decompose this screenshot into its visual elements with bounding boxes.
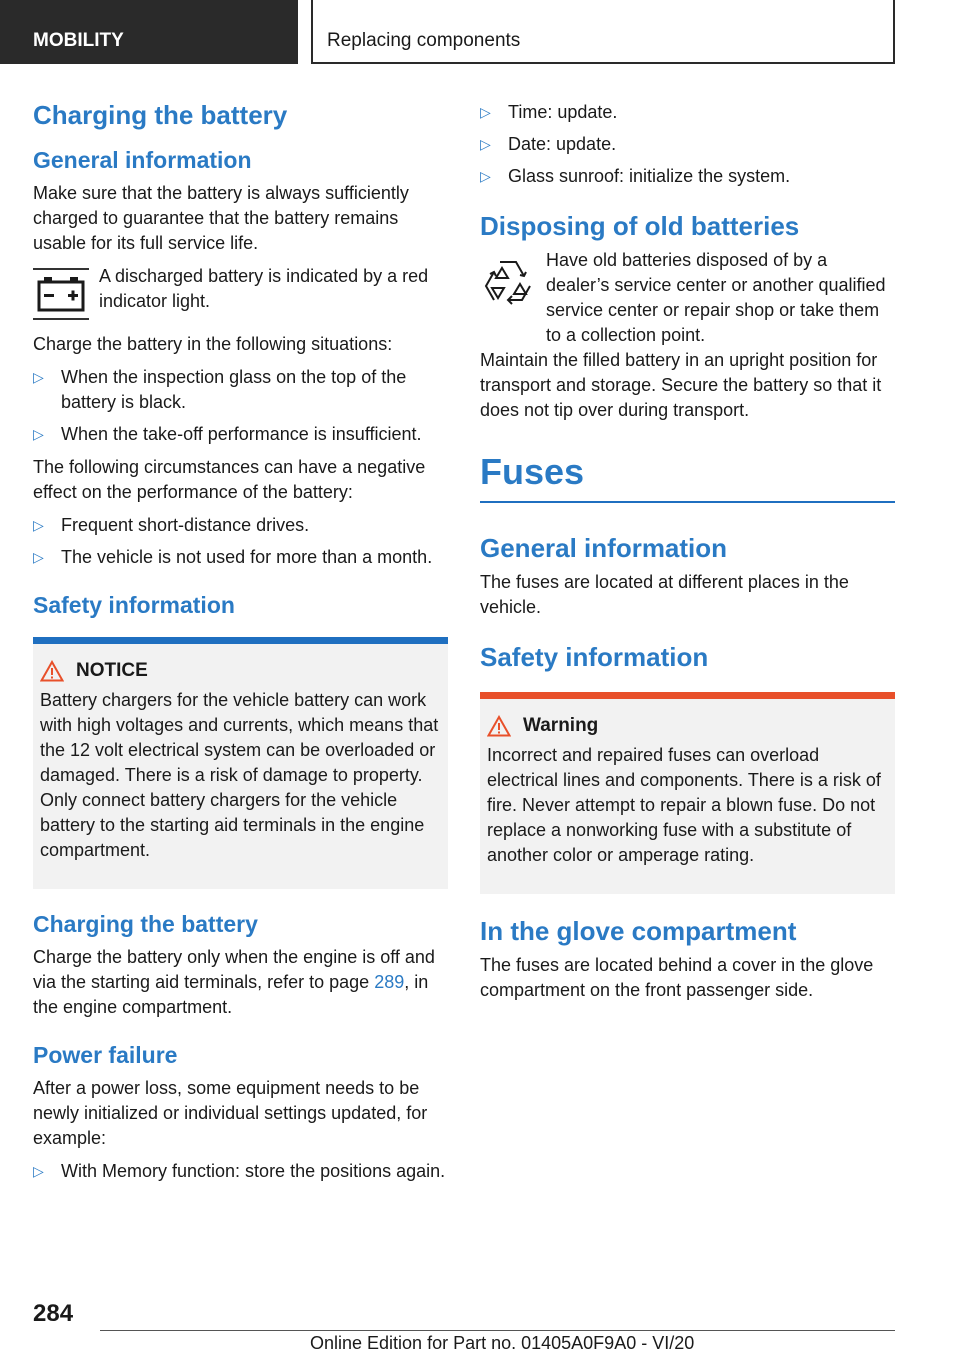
general-paragraph: Make sure that the battery is always sufficiently charged to guarantee that the battery remains usable for its full service life.	[33, 182, 409, 253]
right-column	[480, 100, 895, 1011]
notice-text: Battery chargers for the vehicle battery can work with high voltages and currents, which means that the 12 volt electrical system can be overloaded or damaged. There is a risk of damage to property. Only connect battery chargers for the vehicle battery to the starting aid terminals in the engine compartment.	[40, 690, 439, 861]
negative-effects-intro: The following circumstances can have a negative effect on the performance of the battery:	[33, 456, 426, 502]
triangle-bullet-icon: ▷	[33, 425, 44, 442]
warning-header	[487, 715, 888, 737]
page-number: 284	[33, 1300, 74, 1327]
triangle-bullet-icon: ▷	[33, 368, 44, 385]
list-item: ▷ When the inspection glass on the top of the battery is black.	[33, 366, 407, 412]
warning-triangle-icon	[40, 660, 64, 682]
heading-general-information: General information	[33, 147, 252, 174]
battery-indicator-note	[33, 264, 448, 324]
power-failure-list	[33, 1159, 448, 1184]
charging-paragraph: Charge the battery only when the engine is off and via the starting aid terminals, refer to page 289, in the engine compartment.	[33, 946, 435, 1017]
warning-box	[480, 692, 895, 894]
list-item: ▷ Glass sunroof: initialize the system.	[480, 164, 895, 189]
heading-fuses-general: General information	[480, 533, 728, 564]
warning-triangle-icon	[487, 715, 511, 737]
disposal-text: Have old batteries disposed of by a dealer’s service center or another qualified service center or repair shop or take them to a collection point.	[546, 250, 886, 346]
header-chapter: Replacing components	[311, 0, 895, 64]
transport-paragraph: Maintain the filled battery in an upright position for transport and storage. Secure the battery so that it does not tip over during transport.	[480, 350, 882, 421]
heading-safety-information: Safety information	[33, 591, 235, 618]
triangle-bullet-icon: ▷	[33, 548, 44, 565]
warning-title: Warning	[523, 714, 599, 736]
charge-situations-intro: Charge the battery in the following situations:	[33, 333, 393, 354]
list-item: ▷ The vehicle is not used for more than a month.	[33, 545, 448, 570]
notice-header	[40, 660, 441, 682]
triangle-bullet-icon: ▷	[480, 168, 491, 184]
list-item: ▷ With Memory function: store the positions again.	[33, 1159, 448, 1184]
list-item: ▷ When the take-off performance is insufficient.	[33, 422, 448, 447]
triangle-bullet-icon: ▷	[33, 516, 44, 533]
list-item: ▷ Date: update.	[480, 132, 895, 157]
battery-indicator-text: A discharged battery is indicated by a red indicator light.	[99, 265, 429, 311]
heading-fuses-safety: Safety information	[480, 642, 709, 673]
list-item: ▷ Time: update.	[480, 100, 895, 125]
triangle-bullet-icon: ▷	[480, 136, 491, 152]
fuses-section-title: Fuses	[480, 451, 895, 503]
list-item: ▷ Frequent short-distance drives.	[33, 513, 448, 538]
heading-disposing-batteries: Disposing of old batteries	[480, 211, 800, 241]
triangle-bullet-icon: ▷	[33, 1162, 44, 1179]
glove-compartment-text: The fuses are located behind a cover in the glove compartment on the front passenger side.	[480, 954, 874, 1000]
negative-effects-list	[33, 513, 448, 570]
heading-charging-battery: Charging the battery	[33, 911, 258, 938]
warning-text: Incorrect and repaired fuses can overload electrical lines and components. There is a risk of fire. Never attempt to repair a blown fuse. Do not replace a nonworking fuse with a substitute of another color or amperage rating.	[487, 744, 881, 865]
power-failure-paragraph: After a power loss, some equipment needs to be newly initialized or individual settings updated, for example:	[33, 1077, 428, 1148]
section-title-charging: Charging the battery	[33, 100, 288, 130]
header-section: MOBILITY	[0, 0, 298, 64]
heading-power-failure: Power failure	[33, 1041, 178, 1068]
footer-edition: Online Edition for Part no. 01405A0F9A0 - VI/20	[310, 1333, 695, 1353]
left-column	[33, 100, 448, 1192]
recycle-icon	[480, 256, 536, 308]
disposal-note	[480, 248, 895, 348]
fuses-general-text: The fuses are located at different places in the vehicle.	[480, 572, 849, 618]
triangle-bullet-icon: ▷	[480, 104, 491, 120]
page-reference-link[interactable]: 289	[374, 971, 405, 992]
power-failure-list-continued	[480, 100, 895, 189]
notice-title: NOTICE	[76, 660, 148, 682]
charge-situations-list	[33, 365, 448, 447]
notice-box	[33, 637, 448, 889]
battery-icon	[33, 268, 89, 320]
footer-divider	[100, 1330, 895, 1331]
heading-glove-compartment: In the glove compartment	[480, 915, 797, 946]
